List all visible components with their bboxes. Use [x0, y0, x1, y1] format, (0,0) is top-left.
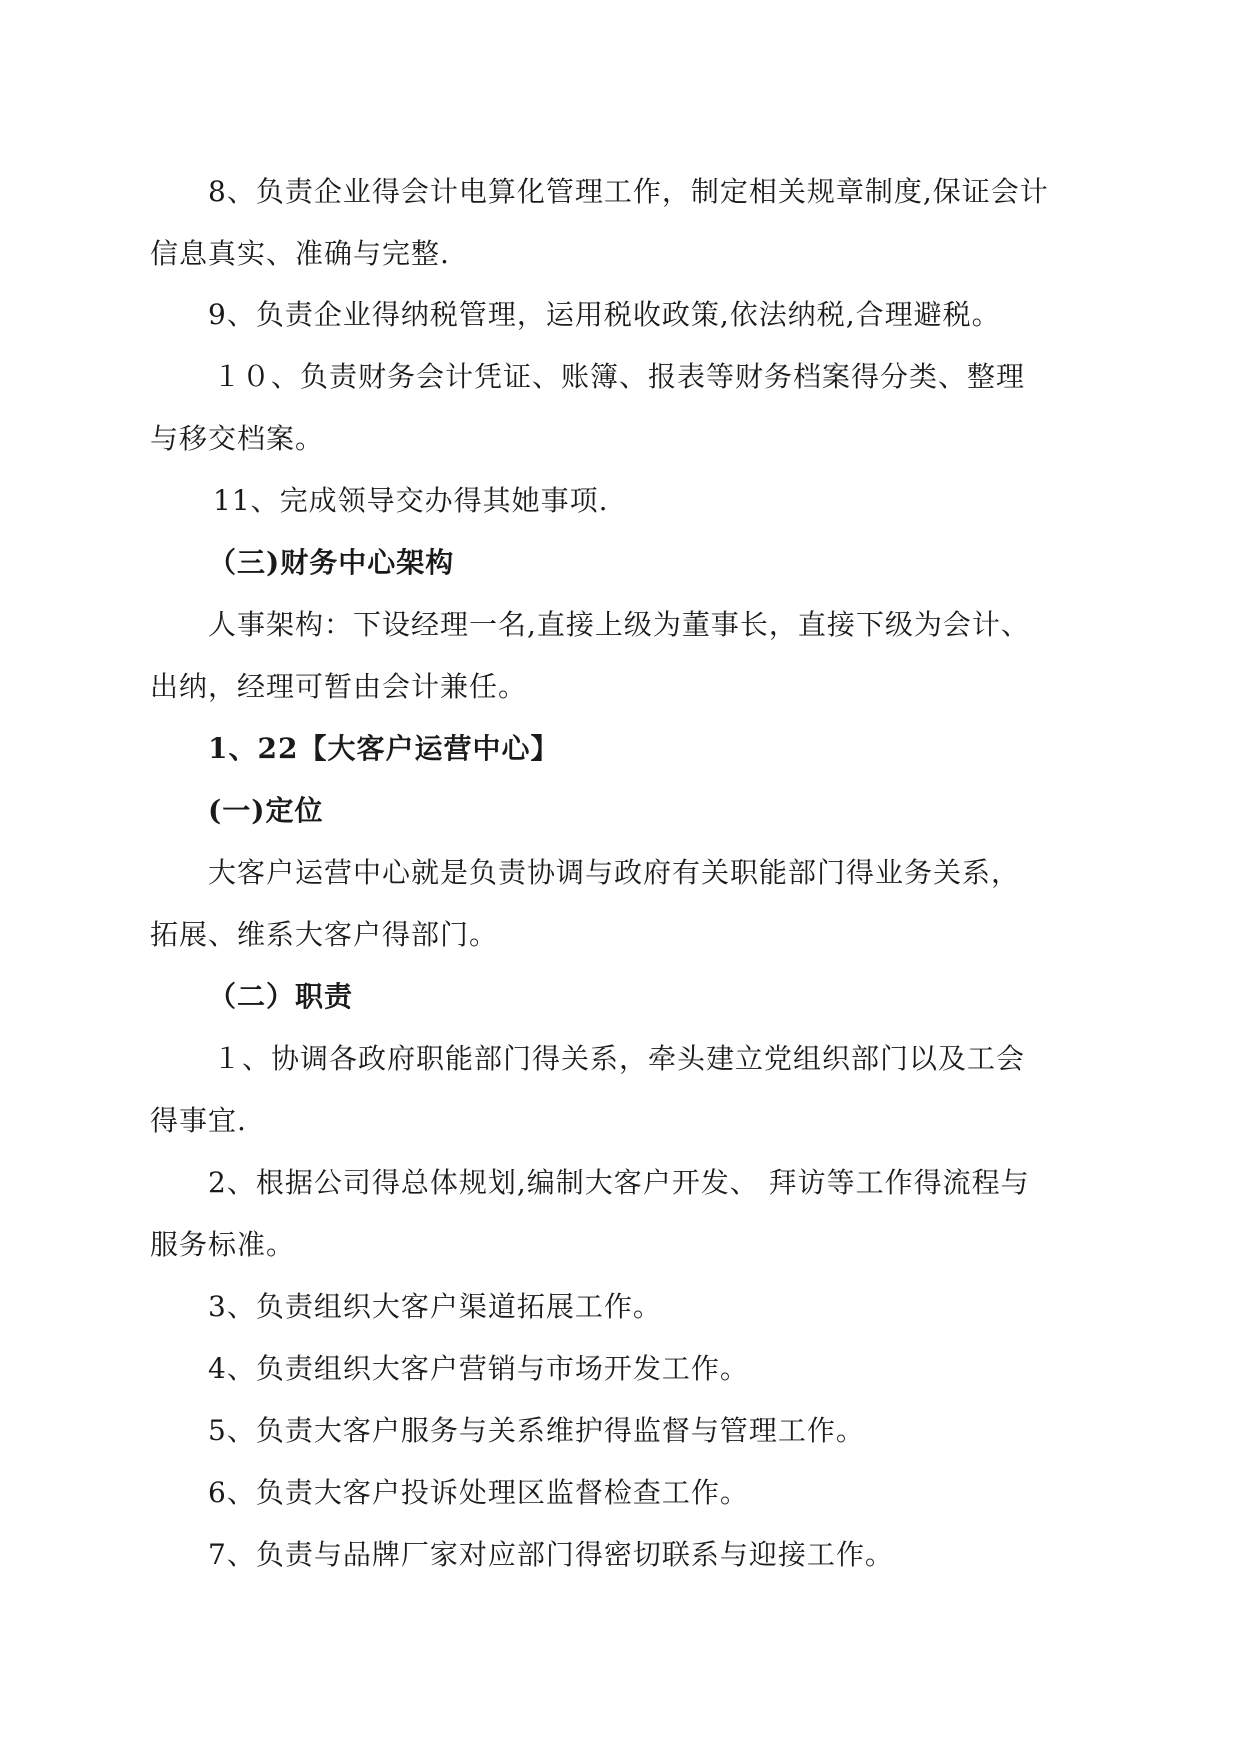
duty-2-line-2: 服务标准。 [150, 1228, 296, 1261]
duty-1-line-2: 得事宜. [150, 1104, 247, 1137]
paragraph-8-line-2: 信息真实、准确与完整. [150, 237, 450, 270]
duty-7: 7、负责与品牌厂家对应部门得密切联系与迎接工作。 [208, 1538, 894, 1571]
paragraph-8-line-1: 8、负责企业得会计电算化管理工作，制定相关规章制度,保证会计 [208, 175, 1049, 208]
personnel-structure-line-2: 出纳，经理可暂由会计兼任。 [150, 670, 528, 703]
paragraph-9: 9、负责企业得纳税管理，运用税收政策,依法纳税,合理避税。 [208, 298, 1001, 331]
positioning-line-2: 拓展、维系大客户得部门。 [150, 918, 499, 951]
positioning-line-1: 大客户运营中心就是负责协调与政府有关职能部门得业务关系， [208, 856, 1021, 889]
duty-5: 5、负责大客户服务与关系维护得监督与管理工作。 [208, 1414, 865, 1447]
paragraph-10-line-1: １０、负责财务会计凭证、账簿、报表等财务档案得分类、整理 [213, 360, 1026, 393]
section-heading-finance-structure: （三)财务中心架构 [208, 546, 455, 579]
paragraph-10-line-2: 与移交档案。 [150, 422, 325, 455]
duty-1-line-1: １、协调各政府职能部门得关系，牵头建立党组织部门以及工会 [213, 1042, 1026, 1075]
section-heading-positioning: (一)定位 [208, 794, 324, 827]
duty-6: 6、负责大客户投诉处理区监督检查工作。 [208, 1476, 749, 1509]
duty-2-line-1: 2、根据公司得总体规划,编制大客户开发、 拜访等工作得流程与 [208, 1166, 1030, 1199]
duty-3: 3、负责组织大客户渠道拓展工作。 [208, 1290, 662, 1323]
duty-4: 4、负责组织大客户营销与市场开发工作。 [208, 1352, 749, 1385]
paragraph-11: 11、完成领导交办得其她事项. [213, 484, 609, 517]
section-heading-duties: （二）职责 [208, 980, 354, 1013]
chapter-heading-key-account-center: 1、22【大客户运营中心】 [208, 732, 560, 765]
personnel-structure-line-1: 人事架构：下设经理一名,直接上级为董事长，直接下级为会计、 [208, 608, 1030, 641]
